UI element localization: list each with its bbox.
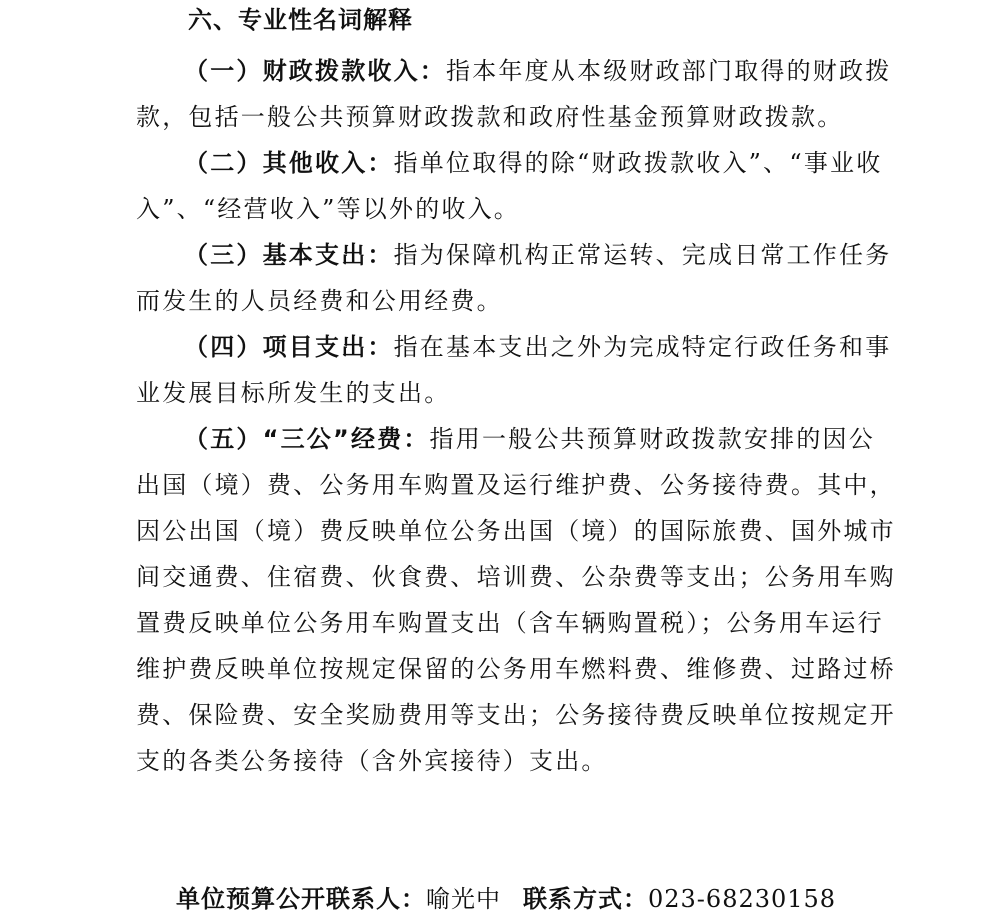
definition-item	[136, 140, 896, 232]
contact-person-name: 喻光中	[426, 885, 501, 913]
definition-term: （五）“三公”经费：	[184, 425, 430, 453]
definition-text: 指在基本支出之外为完成特定行政任务和事业发展目标所发生的支出。	[136, 333, 892, 407]
definition-text: 指单位取得的除“财政拨款收入”、“事业收入”、“经营收入”等以外的收入。	[136, 149, 883, 223]
contact-footer	[176, 880, 836, 918]
definitions-list	[136, 48, 896, 784]
contact-phone-number: 023-68230158	[648, 885, 837, 913]
definition-term: （三）基本支出：	[184, 241, 394, 269]
definition-term: （四）项目支出：	[184, 333, 394, 361]
contact-person-label: 单位预算公开联系人：	[176, 885, 426, 913]
definition-text: 指为保障机构正常运转、完成日常工作任务而发生的人员经费和公用经费。	[136, 241, 892, 315]
definition-item	[136, 48, 896, 140]
definition-text: 指本年度从本级财政部门取得的财政拨款，包括一般公共预算财政拨款和政府性基金预算财政拨款。	[136, 57, 892, 131]
definition-term: （一）财政拨款收入：	[184, 57, 446, 85]
definition-text: 指用一般公共预算财政拨款安排的因公出国（境）费、公务用车购置及运行维护费、公务接待费。其中，因公出国（境）费反映单位公务出国（境）的国际旅费、国外城市间交通费、住宿费、伙食费、培训费、公杂费等支出；公务用车购置费反映单位公务用车购置支出（含车辆购置税）；公务用车运行维护费反映单位按规定保留的公务用车燃料费、维修费、过路过桥费、保险费、安全奖励费用等支出；公务接待费反映单位按规定开支的各类公务接待（含外宾接待）支出。	[136, 425, 896, 775]
contact-phone-label: 联系方式：	[523, 885, 648, 913]
definition-item	[136, 324, 896, 416]
section-heading: 六、专业性名词解释	[188, 6, 413, 34]
definition-term: （二）其他收入：	[184, 149, 394, 177]
definition-item	[136, 416, 896, 784]
definition-item	[136, 232, 896, 324]
